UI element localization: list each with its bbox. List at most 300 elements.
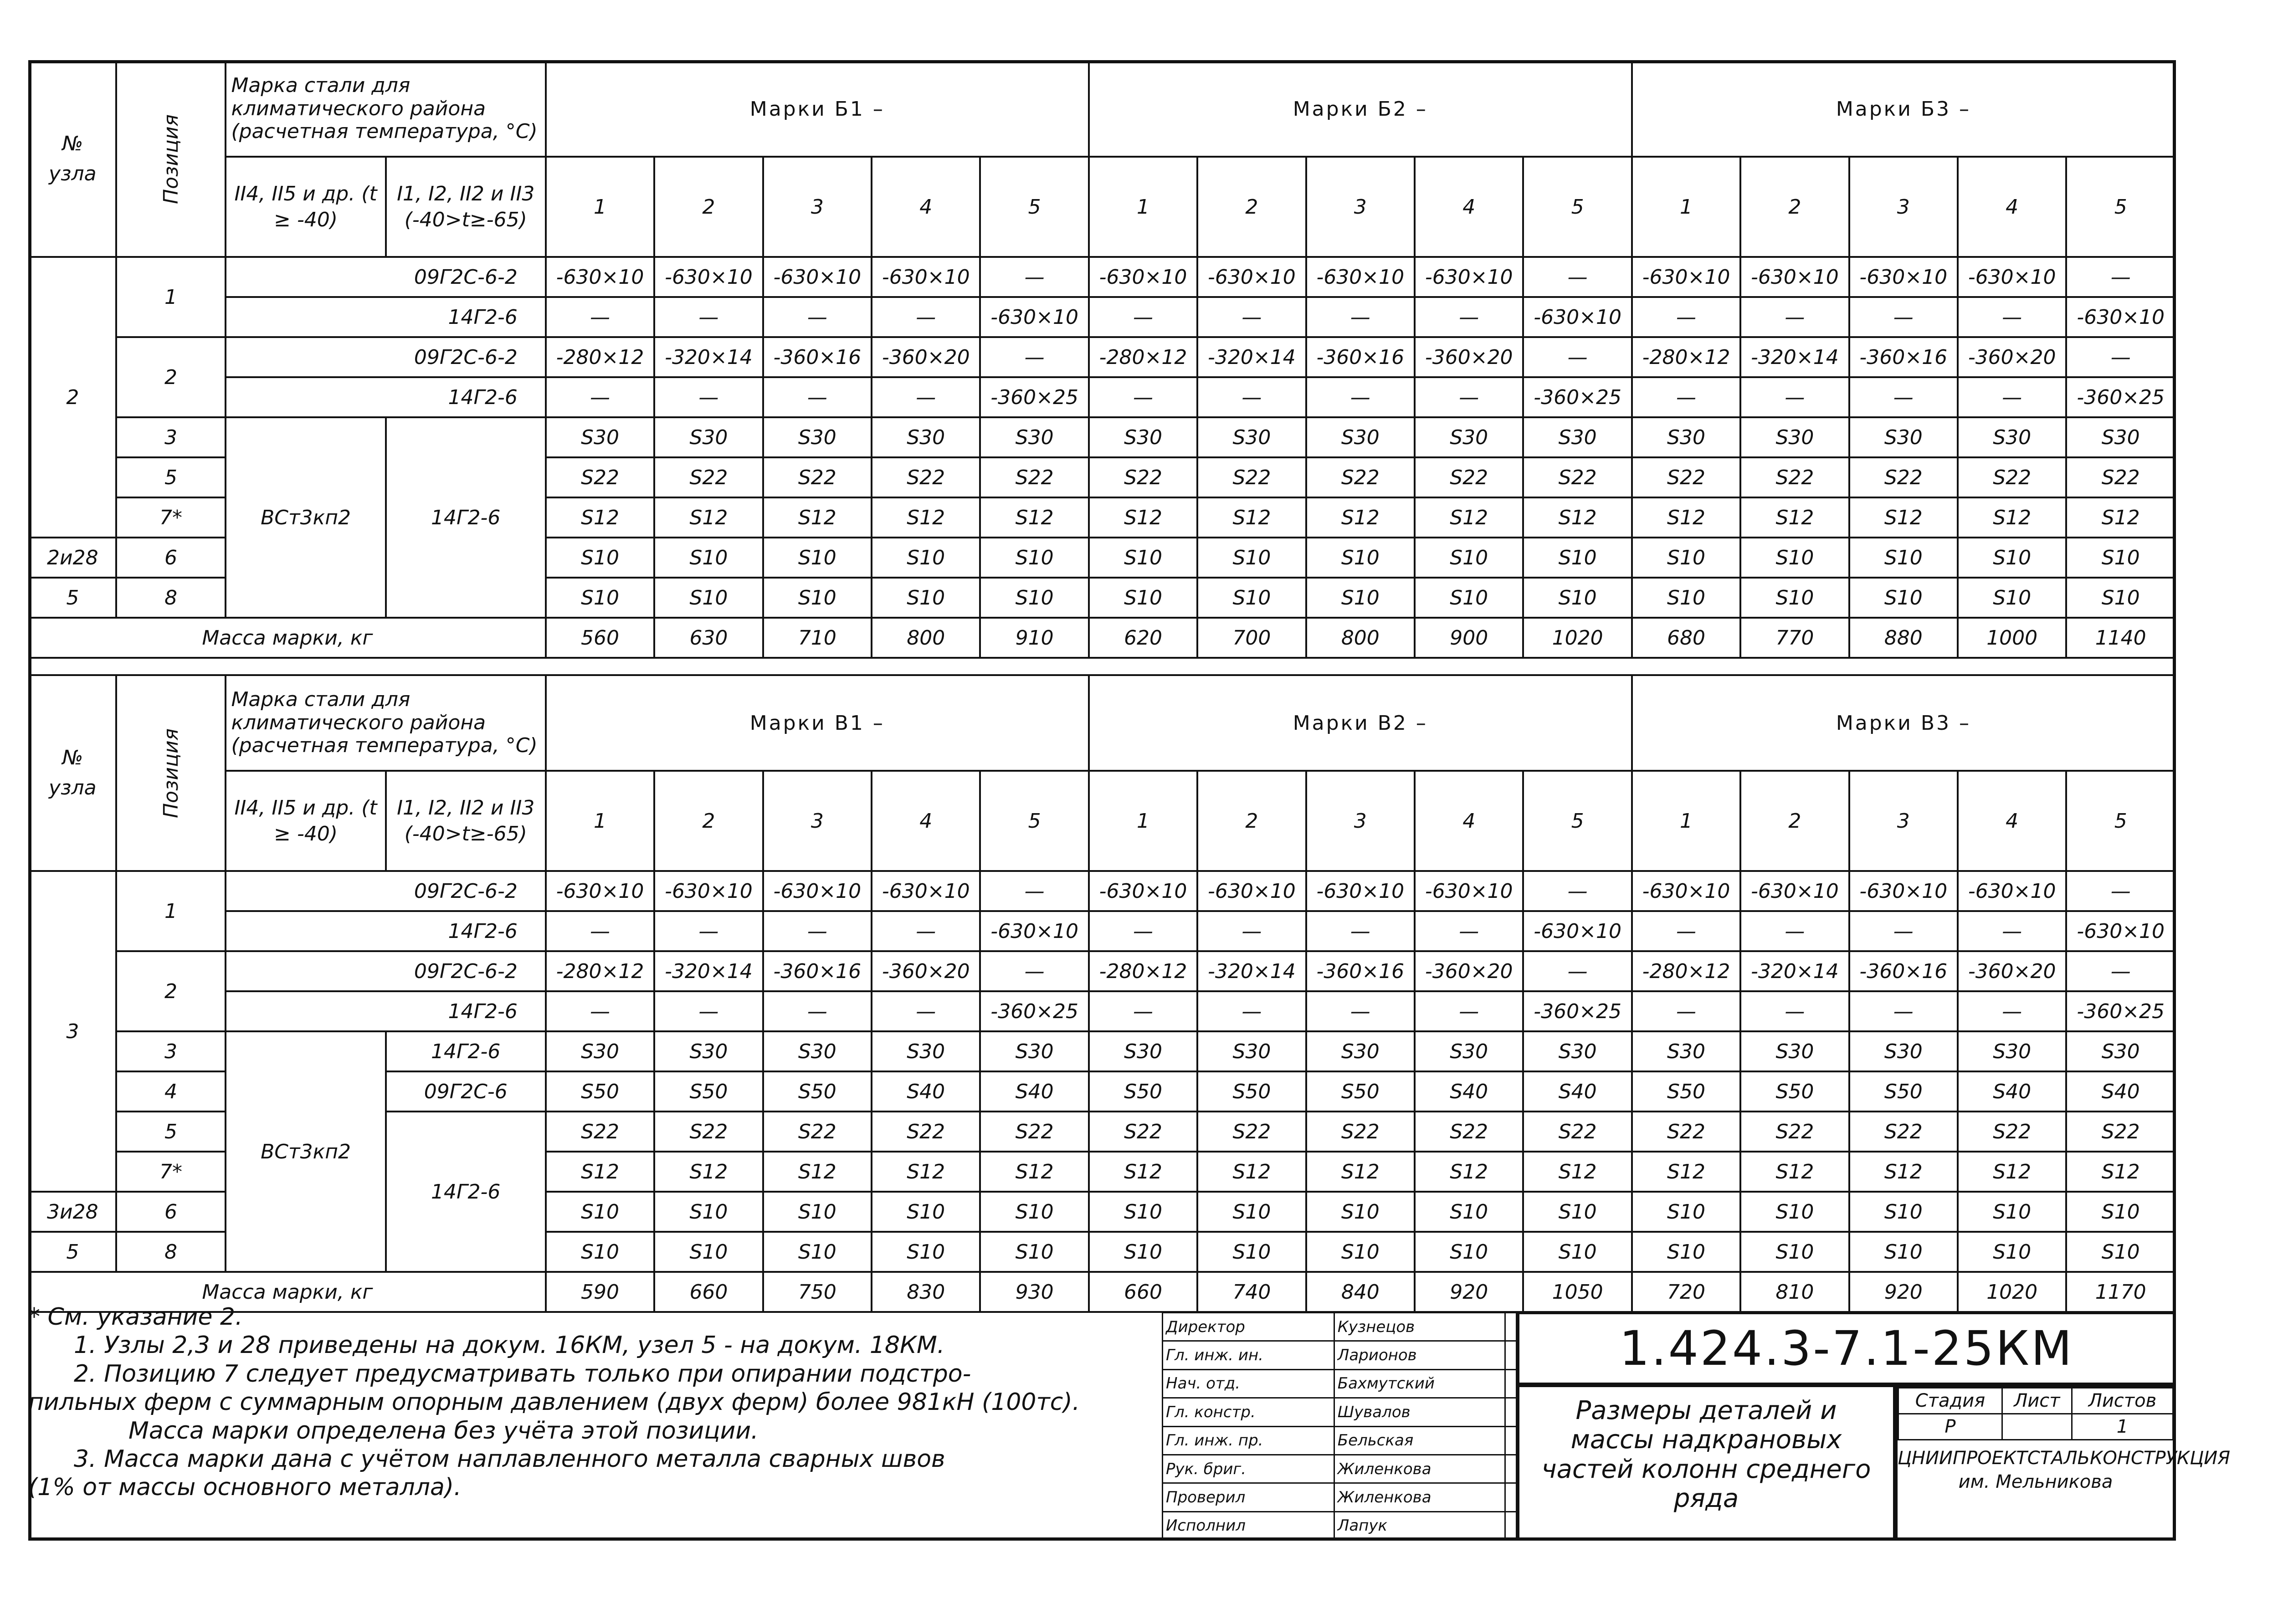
table-cell: -360×25: [980, 377, 1088, 417]
mark-group-title: Марки Б3 –: [1632, 61, 2175, 157]
stage-label: Стадия: [1898, 1388, 2002, 1414]
table-cell: S22: [2066, 1112, 2175, 1152]
mass-value: 880: [1849, 618, 1958, 658]
table-cell: —: [1197, 991, 1306, 1031]
table-cell: S10: [1849, 538, 1958, 578]
table-cell: S10: [1523, 1192, 1632, 1232]
table-cell: —: [1849, 991, 1958, 1031]
table-cell: S10: [1089, 1192, 1197, 1232]
table-cell: -630×10: [1740, 871, 1849, 911]
table-cell: S10: [1849, 1232, 1958, 1272]
position-number: 2: [116, 951, 226, 1031]
position-number: 6: [116, 538, 226, 578]
table-cell: —: [1740, 911, 1849, 951]
sig-role: Гл. инж. ин.: [1163, 1341, 1334, 1369]
signature: [1505, 1426, 1517, 1455]
table-cell: -630×10: [1849, 871, 1958, 911]
table-cell: S12: [1197, 497, 1306, 538]
table-cell: S50: [1632, 1071, 1740, 1112]
table-cell: S22: [1415, 1112, 1523, 1152]
mark-group-title: Марки Б2 –: [1089, 61, 1632, 157]
table-cell: S10: [872, 578, 980, 618]
table-cell: -360×25: [1523, 377, 1632, 417]
position-header: [116, 675, 226, 871]
mark-number: 3: [1306, 157, 1415, 257]
table-cell: S30: [1632, 1031, 1740, 1071]
table-cell: —: [546, 377, 654, 417]
table-cell: S10: [1740, 578, 1849, 618]
table-cell: -360×25: [980, 991, 1088, 1031]
mark-number: 2: [1197, 157, 1306, 257]
table-cell: —: [546, 991, 654, 1031]
table-cell: S10: [1197, 578, 1306, 618]
table-cell: S12: [1849, 1152, 1958, 1192]
table-cell: S22: [1632, 1112, 1740, 1152]
table-cell: S30: [1849, 417, 1958, 457]
table-cell: S12: [1197, 1152, 1306, 1192]
table-cell: -360×25: [2066, 991, 2175, 1031]
mass-value: 1170: [2066, 1272, 2175, 1312]
table-cell: S22: [1958, 1112, 2066, 1152]
signature: [1505, 1313, 1517, 1341]
table-cell: -630×10: [2066, 911, 2175, 951]
node-number: 5: [29, 1232, 116, 1272]
table-cell: —: [654, 377, 763, 417]
table-cell: S10: [872, 1192, 980, 1232]
table-cell: —: [1632, 911, 1740, 951]
table-cell: —: [1197, 297, 1306, 337]
position-number: 6: [116, 1192, 226, 1232]
table-cell: S30: [763, 1031, 872, 1071]
table-cell: S12: [1523, 1152, 1632, 1192]
table-cell: S10: [1306, 1192, 1415, 1232]
mark-number: 4: [1415, 157, 1523, 257]
table-cell: S30: [1089, 417, 1197, 457]
table-cell: S12: [654, 1152, 763, 1192]
mass-value: 910: [980, 618, 1088, 658]
mark-group-title: Марки Б1 –: [546, 61, 1089, 157]
table-cell: S22: [1523, 457, 1632, 497]
sheet-value: [2002, 1414, 2072, 1440]
table-cell: S12: [2066, 497, 2175, 538]
table-cell: -360×16: [1306, 951, 1415, 991]
note-line: 2. Позицию 7 следует предусматривать только при опирании подстро-: [74, 1360, 971, 1388]
position-number: 5: [116, 457, 226, 497]
table-cell: S22: [654, 457, 763, 497]
table-cell: S22: [980, 457, 1088, 497]
mark-number: 3: [763, 771, 872, 871]
table-cell: —: [1523, 337, 1632, 377]
table-cell: -630×10: [1306, 871, 1415, 911]
table-cell: S30: [1306, 417, 1415, 457]
mark-number: 1: [1089, 771, 1197, 871]
mass-value: 700: [1197, 618, 1306, 658]
table-cell: S10: [654, 538, 763, 578]
table-cell: -630×10: [1632, 871, 1740, 911]
steel-col-a: II4, II5 и др. (t ≥ -40): [226, 157, 385, 257]
table-cell: S12: [546, 1152, 654, 1192]
sheet-label: Лист: [2002, 1388, 2072, 1414]
position-number: 8: [116, 1232, 226, 1272]
table-cell: S22: [2066, 457, 2175, 497]
mass-value: 930: [980, 1272, 1088, 1312]
table-cell: -630×10: [1523, 911, 1632, 951]
table-row: [29, 337, 2175, 377]
table-cell: -630×10: [2066, 297, 2175, 337]
table-cell: S22: [1740, 457, 1849, 497]
table-cell: S22: [654, 1112, 763, 1152]
mark-number: 5: [1523, 771, 1632, 871]
note-line: пильных ферм с суммарным опорным давлением (двух ферм) более 981кН (100тс).: [28, 1388, 1080, 1416]
table-cell: -320×14: [1197, 951, 1306, 991]
node-number: 3и28: [29, 1192, 116, 1232]
table-cell: S10: [1089, 538, 1197, 578]
mass-value: 800: [872, 618, 980, 658]
table-cell: S10: [1523, 578, 1632, 618]
table-cell: S12: [1849, 497, 1958, 538]
table-cell: —: [2066, 257, 2175, 297]
table-cell: —: [1089, 377, 1197, 417]
position-number: 7*: [116, 497, 226, 538]
table-cell: —: [980, 871, 1088, 911]
steel-grade: 09Г2С-6-2: [226, 337, 545, 377]
table-cell: -280×12: [546, 337, 654, 377]
table-cell: -630×10: [872, 257, 980, 297]
table-cell: S22: [1849, 457, 1958, 497]
table-cell: S12: [1632, 497, 1740, 538]
table-cell: S40: [1958, 1071, 2066, 1112]
table-cell: -630×10: [1958, 257, 2066, 297]
table-cell: S12: [763, 497, 872, 538]
mass-value: 920: [1849, 1272, 1958, 1312]
table-cell: S10: [1740, 1192, 1849, 1232]
spec-table-v: [28, 674, 2176, 1313]
table-row: [29, 297, 2175, 337]
table-cell: S30: [1523, 1031, 1632, 1071]
table-cell: —: [1197, 377, 1306, 417]
signature: [1505, 1483, 1517, 1511]
table-cell: S10: [1632, 1192, 1740, 1232]
table-cell: S10: [1958, 538, 2066, 578]
table-cell: -320×14: [1740, 951, 1849, 991]
table-cell: —: [1415, 991, 1523, 1031]
table-cell: —: [872, 991, 980, 1031]
table-cell: —: [1306, 297, 1415, 337]
node-number: 2: [29, 257, 116, 538]
table-cell: —: [1849, 297, 1958, 337]
position-number: 4: [116, 1071, 226, 1112]
table-cell: —: [980, 337, 1088, 377]
table-cell: S12: [1958, 497, 2066, 538]
mass-value: 630: [654, 618, 763, 658]
mass-value: 660: [654, 1272, 763, 1312]
signature-table: [1162, 1312, 1517, 1541]
mass-value: 920: [1415, 1272, 1523, 1312]
steel-grade-b: 14Г2-6: [386, 417, 546, 618]
table-cell: -360×20: [1415, 337, 1523, 377]
mass-value: 750: [763, 1272, 872, 1312]
mass-value: 830: [872, 1272, 980, 1312]
position-header-text: Позиция: [159, 728, 183, 818]
note-line: * См. указание 2.: [28, 1303, 243, 1331]
table-row: [29, 911, 2175, 951]
table-cell: -630×10: [1197, 257, 1306, 297]
table-row: [29, 951, 2175, 991]
sheets-value: 1: [2072, 1414, 2173, 1440]
table-cell: S22: [1958, 457, 2066, 497]
table-cell: S50: [1306, 1071, 1415, 1112]
mass-value: 710: [763, 618, 872, 658]
table-cell: —: [763, 991, 872, 1031]
table-cell: —: [1306, 911, 1415, 951]
table-cell: S12: [1958, 1152, 2066, 1192]
signature: [1505, 1341, 1517, 1369]
signature: [1505, 1398, 1517, 1426]
table-cell: S10: [1197, 1192, 1306, 1232]
mass-value: 800: [1306, 618, 1415, 658]
table-cell: S12: [1415, 1152, 1523, 1192]
node-header-line2: узла: [49, 162, 97, 185]
table-cell: -630×10: [1197, 871, 1306, 911]
table-cell: —: [1958, 911, 2066, 951]
stage-block: [1895, 1385, 2230, 1541]
table-cell: -360×16: [1306, 337, 1415, 377]
sig-name: Жиленкова: [1334, 1455, 1505, 1483]
table-cell: S30: [546, 1031, 654, 1071]
mass-value: 810: [1740, 1272, 1849, 1312]
mark-number: 2: [1740, 157, 1849, 257]
table-cell: -360×16: [1849, 337, 1958, 377]
node-number: 5: [29, 578, 116, 618]
steel-header: Марка стали для климатического района (расчетная температура, °С): [226, 675, 545, 771]
table-cell: —: [1089, 911, 1197, 951]
table-cell: -630×10: [980, 297, 1088, 337]
sig-name: Жиленкова: [1334, 1483, 1505, 1511]
sig-role: Исполнил: [1163, 1511, 1334, 1540]
mark-number: 1: [546, 157, 654, 257]
table-cell: S10: [763, 538, 872, 578]
table-cell: S22: [1089, 457, 1197, 497]
table-cell: -360×20: [872, 951, 980, 991]
table-cell: —: [1632, 991, 1740, 1031]
node-number: 2и28: [29, 538, 116, 578]
table-cell: S50: [1089, 1071, 1197, 1112]
table-cell: —: [1632, 377, 1740, 417]
table-cell: S12: [1740, 497, 1849, 538]
table-cell: S10: [546, 1192, 654, 1232]
table-cell: S12: [1306, 1152, 1415, 1192]
table-cell: S10: [1740, 1232, 1849, 1272]
table-cell: S10: [1849, 1192, 1958, 1232]
table-cell: -280×12: [546, 951, 654, 991]
table-cell: -630×10: [654, 871, 763, 911]
table-cell: S10: [763, 1232, 872, 1272]
table-cell: S10: [1089, 1232, 1197, 1272]
mass-value: 620: [1089, 618, 1197, 658]
stage-value: Р: [1898, 1414, 2002, 1440]
steel-grade-b: 14Г2-6: [386, 1031, 546, 1071]
table-cell: S22: [1197, 1112, 1306, 1152]
mark-number: 4: [872, 157, 980, 257]
table-cell: S22: [1415, 457, 1523, 497]
table-cell: —: [763, 911, 872, 951]
table-cell: S50: [763, 1071, 872, 1112]
table-cell: S10: [546, 538, 654, 578]
mass-value: 740: [1197, 1272, 1306, 1312]
mark-number: 4: [1958, 157, 2066, 257]
table-cell: S22: [872, 1112, 980, 1152]
table-cell: S12: [1740, 1152, 1849, 1192]
sheets-label: Листов: [2072, 1388, 2173, 1414]
node-header-line1: №: [62, 746, 83, 769]
table-cell: S10: [1415, 578, 1523, 618]
position-number: 1: [116, 871, 226, 951]
steel-grade-b: 14Г2-6: [386, 1112, 546, 1272]
table-row: [29, 871, 2175, 911]
table-cell: S22: [1523, 1112, 1632, 1152]
steel-grade: 14Г2-6: [226, 377, 545, 417]
table-cell: S10: [763, 578, 872, 618]
table-cell: S50: [654, 1071, 763, 1112]
table-cell: S22: [980, 1112, 1088, 1152]
table-cell: S50: [1740, 1071, 1849, 1112]
table-cell: S10: [763, 1192, 872, 1232]
table-cell: S22: [1197, 457, 1306, 497]
table-cell: -280×12: [1632, 951, 1740, 991]
table-cell: S10: [1306, 538, 1415, 578]
mark-number: 4: [1415, 771, 1523, 871]
table-cell: S30: [1740, 1031, 1849, 1071]
mass-value: 1020: [1523, 618, 1632, 658]
position-number: 5: [116, 1112, 226, 1152]
table-cell: S10: [1632, 578, 1740, 618]
table-cell: S10: [654, 1232, 763, 1272]
steel-col-b: I1, I2, II2 и II3 (-40>t≥-65): [386, 157, 546, 257]
table-cell: —: [1740, 991, 1849, 1031]
table-cell: S10: [1197, 1232, 1306, 1272]
table-cell: —: [1197, 911, 1306, 951]
table-cell: S12: [872, 497, 980, 538]
table-cell: —: [980, 257, 1088, 297]
mark-number: 3: [763, 157, 872, 257]
table-cell: S22: [763, 457, 872, 497]
table-cell: S22: [872, 457, 980, 497]
table-cell: S12: [546, 497, 654, 538]
table-cell: -360×20: [1958, 337, 2066, 377]
table-cell: —: [654, 991, 763, 1031]
table-cell: —: [546, 297, 654, 337]
table-cell: S10: [1523, 538, 1632, 578]
table-cell: S10: [654, 578, 763, 618]
table-cell: —: [1958, 991, 2066, 1031]
mass-value: 1020: [1958, 1272, 2066, 1312]
document-title: Размеры деталей и массы надкрановых частей колонн среднего ряда: [1517, 1385, 1895, 1541]
table-cell: -360×20: [1958, 951, 2066, 991]
mark-number: 1: [546, 771, 654, 871]
table-cell: S50: [1849, 1071, 1958, 1112]
table-cell: S30: [1089, 1031, 1197, 1071]
table-cell: —: [1415, 297, 1523, 337]
mark-number: 4: [1958, 771, 2066, 871]
sig-role: Нач. отд.: [1163, 1369, 1334, 1398]
table-cell: S30: [546, 417, 654, 457]
table-cell: —: [1523, 871, 1632, 911]
table-cell: S12: [2066, 1152, 2175, 1192]
mark-group-title: Марки В1 –: [546, 675, 1089, 771]
table-row: [29, 377, 2175, 417]
table-cell: -320×14: [654, 951, 763, 991]
table-cell: -630×10: [546, 257, 654, 297]
table-cell: -320×14: [1197, 337, 1306, 377]
table-cell: —: [1958, 297, 2066, 337]
table-cell: S22: [546, 457, 654, 497]
table-cell: S12: [763, 1152, 872, 1192]
table-cell: S40: [1523, 1071, 1632, 1112]
position-number: 3: [116, 417, 226, 457]
steel-grade: 14Г2-6: [226, 991, 545, 1031]
spec-table-b: [28, 60, 2176, 659]
signature: [1505, 1369, 1517, 1398]
node-header-line1: №: [62, 132, 83, 155]
mark-number: 2: [1197, 771, 1306, 871]
table-cell: -630×10: [1306, 257, 1415, 297]
table-cell: —: [1740, 377, 1849, 417]
table-cell: S22: [763, 1112, 872, 1152]
sig-name: Лапук: [1334, 1511, 1505, 1540]
table-cell: S30: [2066, 417, 2175, 457]
table-cell: —: [1523, 951, 1632, 991]
position-header-text: Позиция: [159, 114, 183, 204]
sig-role: Рук. бриг.: [1163, 1455, 1334, 1483]
mark-number: 2: [654, 771, 763, 871]
table-cell: S10: [980, 1192, 1088, 1232]
position-number: 2: [116, 337, 226, 417]
table-row: [29, 1031, 2175, 1071]
mass-value: 680: [1632, 618, 1740, 658]
table-cell: S10: [1306, 1232, 1415, 1272]
table-cell: S12: [1415, 497, 1523, 538]
table-cell: S22: [1306, 1112, 1415, 1152]
table-cell: S30: [2066, 1031, 2175, 1071]
table-cell: S22: [1306, 457, 1415, 497]
table-cell: S30: [1197, 1031, 1306, 1071]
mark-number: 5: [980, 157, 1088, 257]
steel-grade-a: ВСт3кп2: [226, 1031, 385, 1272]
table-cell: S10: [1197, 538, 1306, 578]
table-cell: S12: [1523, 497, 1632, 538]
mark-number: 5: [2066, 771, 2175, 871]
mass-value: 840: [1306, 1272, 1415, 1312]
table-cell: —: [2066, 951, 2175, 991]
table-cell: -630×10: [1089, 257, 1197, 297]
mark-number: 1: [1089, 157, 1197, 257]
table-cell: -360×25: [1523, 991, 1632, 1031]
table-cell: -280×12: [1089, 337, 1197, 377]
table-cell: S10: [2066, 1192, 2175, 1232]
table-cell: S10: [546, 1232, 654, 1272]
table-cell: S40: [1415, 1071, 1523, 1112]
table-cell: -360×16: [1849, 951, 1958, 991]
table-cell: —: [1089, 991, 1197, 1031]
node-number: 3: [29, 871, 116, 1192]
node-header: [29, 61, 116, 257]
organization: [1898, 1446, 2230, 1494]
mark-group-title: Марки В3 –: [1632, 675, 2175, 771]
table-cell: S30: [1306, 1031, 1415, 1071]
table-cell: S30: [980, 1031, 1088, 1071]
table-cell: -630×10: [1632, 257, 1740, 297]
mark-number: 3: [1849, 771, 1958, 871]
